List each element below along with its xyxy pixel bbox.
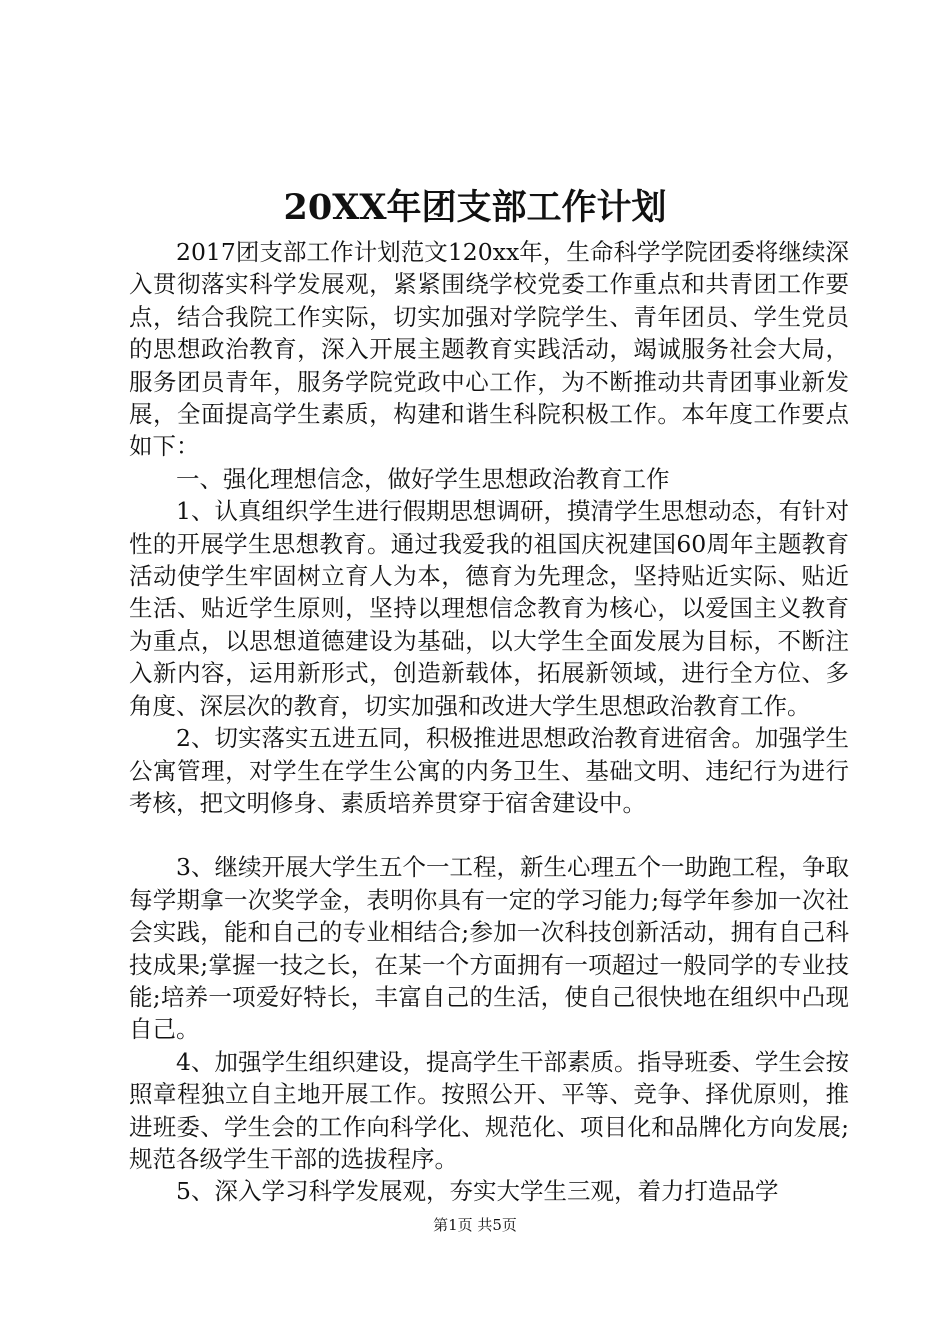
item-paragraph-1: 1、认真组织学生进行假期思想调研，摸清学生思想动态，有针对性的开展学生思想教育。通过我爱我的祖国庆祝建国60周年主题教育活动使学生牢固树立育人为本，德育为先理念，坚持贴近实际、贴近生活、贴近学生原则，坚持以理想信念教育为核心，以爱国主义教育为重点，以思想道德建设为基础，以大学生全面发展为目标，不断注入新内容，运用新形式，创造新载体，拓展新领域，进行全方位、多角度、深层次的教育，切实加强和改进大学生思想政治教育工作。 bbox=[129, 497, 849, 720]
item-paragraph-5: 5、深入学习科学发展观，夯实大学生三观，着力打造品学 bbox=[176, 1177, 779, 1206]
item-paragraph-3: 3、继续开展大学生五个一工程，新生心理五个一助跑工程，争取每学期拿一次奖学金，表明你具有一定的学习能力;每学年参加一次社会实践，能和自己的专业相结合;参加一次科技创新活动，拥有自己科技成果;掌握一技之长，在某一个方面拥有一项超过一般同学的专业技能;培养一项爱好特长，丰富自己的生活，使自己很快地在组织中凸现自己。 bbox=[129, 853, 849, 1044]
section-heading: 一、强化理想信念，做好学生思想政治教育工作 bbox=[176, 464, 670, 493]
page-footer: 第1页 共5页 bbox=[433, 1216, 517, 1234]
intro-paragraph: 2017团支部工作计划范文120xx年，生命科学学院团委将继续深入贯彻落实科学发展观，紧紧围绕学校党委工作重点和共青团工作要点，结合我院工作实际，切实加强对学院学生、青年团员、学生党员的思想政治教育，深入开展主题教育实践活动，竭诚服务社会大局，服务团员青年，服务学院党政中心工作，为不断推动共青团事业新发展，全面提高学生素质，构建和谐生科院积极工作。本年度工作要点如下： bbox=[129, 238, 849, 461]
document-title: 20XX年团支部工作计划 bbox=[283, 187, 667, 228]
item-paragraph-2: 2、切实落实五进五同，积极推进思想政治教育进宿舍。加强学生公寓管理，对学生在学生公寓的内务卫生、基础文明、违纪行为进行考核，把文明修身、素质培养贯穿于宿舍建设中。 bbox=[129, 724, 849, 817]
document-body bbox=[129, 236, 849, 1208]
item-paragraph-4: 4、加强学生组织建设，提高学生干部素质。指导班委、学生会按照章程独立自主地开展工作。按照公开、平等、竞争、择优原则，推进班委、学生会的工作向科学化、规范化、项目化和品牌化方向发展;规范各级学生干部的选拔程序。 bbox=[129, 1047, 849, 1173]
